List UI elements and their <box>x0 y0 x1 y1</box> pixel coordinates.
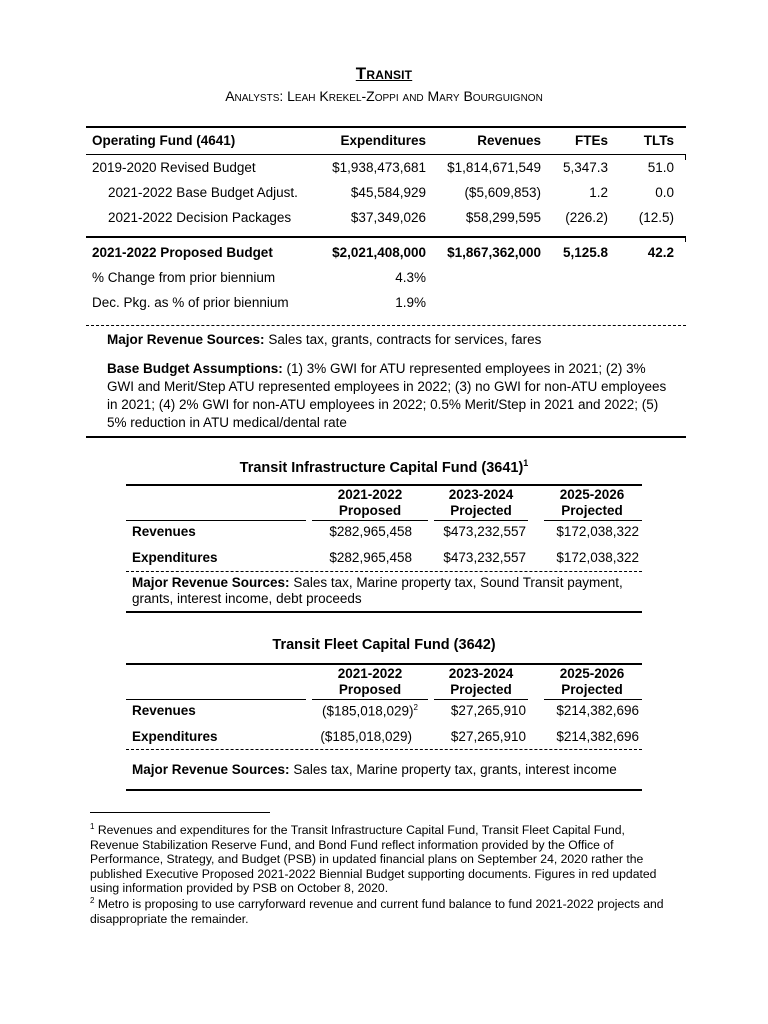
footnote-text: Revenues and expenditures for the Transit Infrastructure Capital Fund, Transit Fleet Capital Fund, Revenue Stabilization Reserve Fund, and Bond Fund reflect information provided by the Office of Performance, Strategy, and Budget (PSB) in updated financial plans on September 24, 2020 rather the published Executive Proposed 2021-2022 Biennial Budget supporting documents. Figures in red updated using information provided by PSB on October 8, 2020. <box>90 823 657 896</box>
col-header-2021-2022 <box>312 487 428 519</box>
footnote-text: Metro is proposing to use carryforward revenue and current fund balance to fund 2021-2022 projects and disappropriate the remainder. <box>90 897 664 926</box>
col-header-ftes: FTEs <box>574 133 608 148</box>
row-label: Expenditures <box>132 550 218 565</box>
cell-value-with-footnote <box>322 703 418 719</box>
assumptions-label: Base Budget Assumptions: <box>107 361 283 376</box>
row-exp: $45,584,929 <box>350 185 426 200</box>
major-revenue-text: Sales tax, Marine property tax, grants, interest income <box>289 762 617 777</box>
cell-value: $27,265,910 <box>450 729 526 744</box>
cell-value: $473,232,557 <box>443 524 526 539</box>
col-header-2023-2024 <box>434 487 528 519</box>
dec-pkg-value: 1.9% <box>395 295 426 310</box>
analysts-subtitle: Analysts: Leah Krekel-Zoppi and Mary Bourguignon <box>225 88 543 104</box>
footnote-rule <box>90 812 270 813</box>
header-rule <box>126 520 306 521</box>
proposed-fte: 5,125.8 <box>562 245 608 260</box>
operating-major-revenue <box>107 331 667 349</box>
table-row <box>86 180 686 205</box>
dec-pkg-label: Dec. Pkg. as % of prior biennium <box>92 295 289 310</box>
proposed-tlt: 42.2 <box>647 245 674 260</box>
header-line1: 2023-2024 <box>448 487 514 502</box>
proposed-rule <box>86 236 686 238</box>
col-header-expenditures: Expenditures <box>340 133 426 148</box>
row-tlt: 0.0 <box>655 185 674 200</box>
header-rule <box>434 699 528 700</box>
page-title: Transit <box>355 64 413 83</box>
dashed-divider <box>126 571 642 572</box>
footnote-number: 2 <box>90 896 95 905</box>
fleet-major-revenue <box>132 762 617 777</box>
table-row <box>86 205 686 230</box>
table-bottom-rule <box>126 789 642 791</box>
header-line2: Projected <box>450 682 512 697</box>
row-label: 2019-2020 Revised Budget <box>92 160 256 175</box>
cell-value: $282,965,458 <box>329 524 412 539</box>
header-line2: Projected <box>561 682 623 697</box>
footnote-2 <box>90 894 670 926</box>
cell-value: ($185,018,029) <box>320 729 412 744</box>
header-line1: 2021-2022 <box>337 666 403 681</box>
base-budget-assumptions <box>107 360 667 432</box>
proposed-row <box>86 240 686 265</box>
operating-fund-table <box>86 128 686 153</box>
cell-value: $473,232,557 <box>443 550 526 565</box>
table-bottom-rule <box>126 611 642 613</box>
row-fte: 5,347.3 <box>562 160 608 175</box>
operating-bottom-rule <box>86 436 686 438</box>
col-header-tlts: TLTs <box>643 133 674 148</box>
dashed-divider <box>86 325 686 326</box>
row-exp: $37,349,026 <box>350 210 426 225</box>
row-tlt: 51.0 <box>647 160 674 175</box>
footnote-number: 1 <box>90 822 95 831</box>
col-header-revenues: Revenues <box>477 133 541 148</box>
header-rule <box>544 699 642 700</box>
header-rule <box>544 520 642 521</box>
cell-value: ($185,018,029) <box>321 703 414 719</box>
row-rev: $58,299,595 <box>465 210 541 225</box>
operating-header-row <box>86 128 686 153</box>
fleet-title: Transit Fleet Capital Fund (3642) <box>272 637 496 653</box>
table-row <box>86 155 686 180</box>
header-line1: 2025-2026 <box>559 666 625 681</box>
major-revenue-text: Sales tax, Marine property tax, Sound Transit payment, grants, interest income, debt proceeds <box>132 575 623 606</box>
infrastructure-title-text: Transit Infrastructure Capital Fund (3641) <box>239 459 524 476</box>
cell-value: $214,382,696 <box>556 703 639 718</box>
row-label: Revenues <box>132 524 196 539</box>
header-rule <box>126 699 306 700</box>
proposed-label: 2021-2022 Proposed Budget <box>92 245 273 260</box>
col-header-2021-2022 <box>312 666 428 698</box>
cell-value: $172,038,322 <box>556 524 639 539</box>
col-header-2025-2026 <box>544 666 640 698</box>
row-label: 2021-2022 Decision Packages <box>108 210 292 225</box>
footnote-1 <box>90 820 670 896</box>
table-top-rule <box>126 663 642 665</box>
header-line1: 2025-2026 <box>559 487 625 502</box>
row-label: 2021-2022 Base Budget Adjust. <box>108 185 298 200</box>
infrastructure-table <box>126 484 642 614</box>
header-line2: Projected <box>561 503 623 518</box>
header-rule <box>312 699 428 700</box>
header-line2: Proposed <box>338 503 402 518</box>
cell-value: $172,038,322 <box>556 550 639 565</box>
dashed-divider <box>126 749 642 750</box>
col-header-2025-2026 <box>544 487 640 519</box>
header-line1: 2023-2024 <box>448 666 514 681</box>
infrastructure-title <box>0 458 768 476</box>
col-header-fund: Operating Fund (4641) <box>92 133 236 148</box>
row-label: Expenditures <box>132 729 218 744</box>
infrastructure-major-revenue <box>132 575 642 607</box>
row-label: Revenues <box>132 703 196 718</box>
major-revenue-label: Major Revenue Sources: <box>132 762 290 777</box>
header-rule <box>312 520 428 521</box>
proposed-exp: $2,021,408,000 <box>332 245 426 260</box>
dec-pkg-row <box>86 290 686 315</box>
row-fte: 1.2 <box>589 185 608 200</box>
major-revenue-label: Major Revenue Sources: <box>107 332 265 347</box>
cell-value: $282,965,458 <box>329 550 412 565</box>
header-line1: 2021-2022 <box>337 487 403 502</box>
pct-change-label: % Change from prior biennium <box>92 270 276 285</box>
assumptions-text: (1) 3% GWI for ATU represented employees in 2021; (2) 3% GWI and Merit/Step ATU represented employees in 2022; (3) no GWI for non-ATU employees in 2021; (4) 2% GWI for non-ATU employees in 2022; 0.5% Merit/Step in 2021 and 2022; (5) 5% reduction in ATU medical/dental rate <box>107 361 667 430</box>
row-tlt: (12.5) <box>638 210 674 225</box>
pct-change-value: 4.3% <box>395 270 426 285</box>
header-rule <box>434 520 528 521</box>
proposed-rev: $1,867,362,000 <box>447 245 541 260</box>
operating-body <box>86 155 686 230</box>
row-rev: ($5,609,853) <box>464 185 541 200</box>
row-rev: $1,814,671,549 <box>447 160 541 175</box>
header-line2: Projected <box>450 503 512 518</box>
footnote-ref: 2 <box>413 703 418 712</box>
table-top-rule <box>126 484 642 486</box>
major-revenue-text: Sales tax, grants, contracts for services, fares <box>264 332 542 347</box>
operating-summary <box>86 240 686 315</box>
fleet-table <box>126 663 642 793</box>
footnote-ref: 1 <box>523 458 529 468</box>
header-line2: Proposed <box>338 682 402 697</box>
col-header-2023-2024 <box>434 666 528 698</box>
cell-value: $27,265,910 <box>450 703 526 718</box>
row-exp: $1,938,473,681 <box>332 160 426 175</box>
row-fte: (226.2) <box>565 210 608 225</box>
pct-change-row <box>86 265 686 290</box>
cell-value: $214,382,696 <box>556 729 639 744</box>
major-revenue-label: Major Revenue Sources: <box>132 575 290 590</box>
